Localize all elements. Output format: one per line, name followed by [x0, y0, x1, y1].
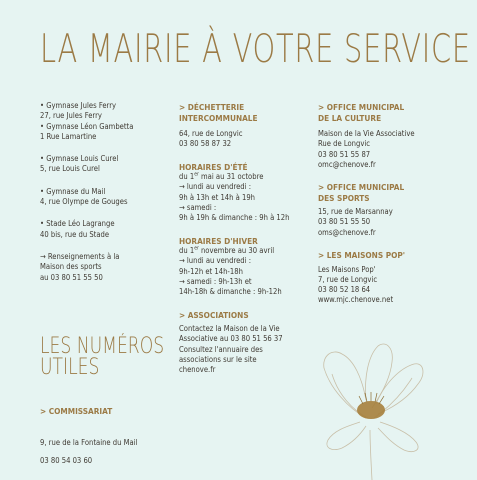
list-item: 5, rue Louis Curel — [40, 164, 100, 174]
commissariat-heading: > COMMISSARIAT — [40, 406, 113, 417]
numeros-utiles-title: LES NUMÉROS UTILES — [40, 334, 165, 380]
list-item: 40 bis, rue du Stade — [40, 229, 110, 239]
horaires-line: 9h-12h et 14h-18h — [179, 266, 243, 276]
associations-line: Consultez l'annuaire des — [179, 344, 263, 354]
list-item: → Renseignements à la — [40, 251, 120, 261]
sports-line: 03 80 51 55 50 — [318, 217, 371, 227]
culture-line: Rue de Longvic — [318, 139, 371, 149]
list-item: Maison des sports — [40, 262, 102, 272]
commissariat-phone: 03 80 54 03 60 — [40, 456, 93, 466]
commissariat-address: 9, rue de la Fontaine du Mail — [40, 438, 138, 448]
culture-email: omc@chenove.fr — [318, 159, 376, 169]
sports-heading-2: DES SPORTS — [318, 192, 370, 203]
associations-line: Associative au 03 80 51 56 37 — [179, 334, 283, 344]
list-item: • Gymnase Louis Curel — [40, 154, 119, 164]
horaires-line: → lundi au vendredi : — [179, 182, 252, 192]
gymnases-list — [40, 101, 175, 283]
horaires-line: → samedi : — [179, 202, 217, 212]
list-item: 4, rue Olympe de Gouges — [40, 197, 128, 207]
list-item: • Gymnase Jules Ferry — [40, 101, 117, 110]
list-item: • Gymnase Léon Gambetta — [40, 121, 134, 131]
culture-heading: > OFFICE MUNICIPAL — [318, 102, 405, 112]
sports-heading: > OFFICE MUNICIPAL — [318, 182, 405, 193]
horaires-line: → lundi au vendredi : — [179, 256, 252, 266]
decheterie-heading-2: INTERCOMMUNALE — [179, 112, 258, 123]
culture-heading-2: DE LA CULTURE — [318, 112, 382, 123]
list-item: • Gymnase du Mail — [40, 186, 106, 196]
maisons-pop-line: 03 80 52 18 64 — [318, 285, 371, 295]
horaires-ete-heading: HORAIRES D'ÉTÉ — [179, 161, 248, 172]
maisons-pop-url: www.mjc.chenove.net — [318, 295, 394, 305]
maisons-pop-line: Les Maisons Pop' — [318, 264, 376, 274]
associations-line: Contactez la Maison de la Vie — [179, 324, 280, 334]
page-title: LA MAIRIE À VOTRE SERVICE — [40, 27, 471, 72]
associations-heading: > ASSOCIATIONS — [179, 309, 249, 320]
sports-line: 15, rue de Marsannay — [318, 207, 393, 217]
maisons-pop-heading: > LES MAISONS POP' — [318, 250, 406, 261]
associations-line: chenove.fr — [179, 365, 216, 375]
associations-line: associations sur le site — [179, 354, 257, 364]
horaires-line: 9h à 13h et 14h à 19h — [179, 192, 256, 202]
decheterie-address: 64, rue de Longvic — [179, 129, 243, 138]
horaires-line: 14h-18h & dimanche : 9h-12h — [179, 287, 282, 297]
horaires-line: 9h à 19h & dimanche : 9h à 12h — [179, 213, 290, 223]
horaires-hiver-period: du 1er novembre au 30 avril — [179, 245, 275, 256]
horaires-line: → samedi : 9h-13h et — [179, 276, 252, 286]
horaires-ete-period: du 1er mai au 31 octobre — [179, 171, 264, 182]
list-item: 1 Rue Lamartine — [40, 131, 97, 141]
list-item: • Stade Léo Lagrange — [40, 219, 115, 229]
commissariat-block — [40, 398, 180, 474]
decheterie-phone: 03 80 58 87 32 — [179, 139, 232, 149]
sports-email: oms@chenove.fr — [318, 227, 376, 237]
list-item: 27, rue Jules Ferry — [40, 111, 102, 121]
flower-illustration — [318, 338, 428, 480]
decheterie-heading: > DÉCHETTERIE — [179, 102, 245, 112]
horaires-hiver-heading: HORAIRES D'HIVER — [179, 235, 258, 246]
culture-line: 03 80 51 55 87 — [318, 149, 371, 159]
culture-line: Maison de la Vie Associative — [318, 129, 415, 138]
decheterie-column — [179, 102, 311, 376]
maisons-pop-line: 7, rue de Longvic — [318, 274, 378, 284]
list-item: au 03 80 51 55 50 — [40, 272, 103, 282]
offices-column — [318, 102, 443, 306]
